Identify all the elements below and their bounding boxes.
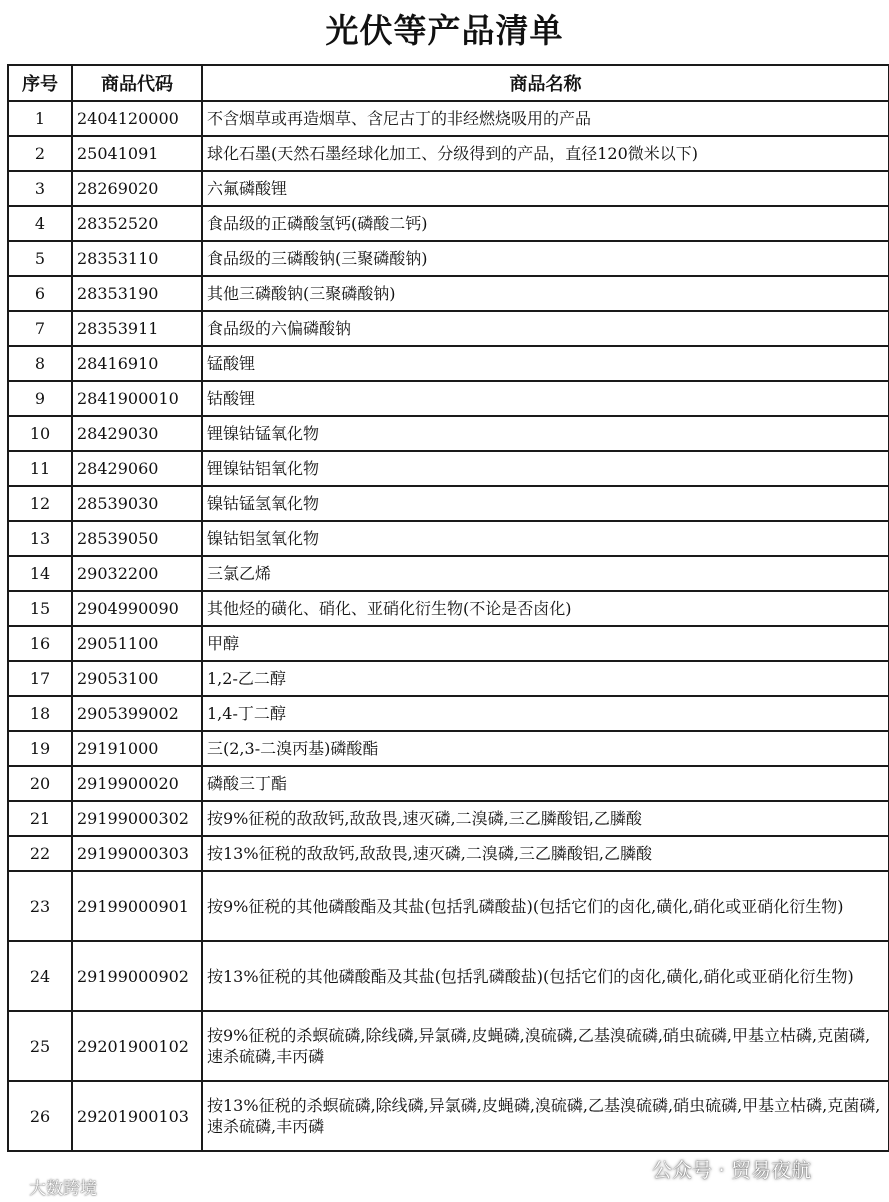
table-header-row bbox=[8, 65, 889, 101]
table-row bbox=[8, 556, 889, 591]
cell-name: 六氟磷酸锂 bbox=[202, 171, 889, 206]
cell-seq: 23 bbox=[8, 871, 72, 941]
cell-seq: 26 bbox=[8, 1081, 72, 1151]
table-row bbox=[8, 311, 889, 346]
table-row bbox=[8, 941, 889, 1011]
cell-seq: 18 bbox=[8, 696, 72, 731]
cell-seq: 13 bbox=[8, 521, 72, 556]
cell-seq: 5 bbox=[8, 241, 72, 276]
table-row bbox=[8, 346, 889, 381]
cell-seq: 6 bbox=[8, 276, 72, 311]
watermark-left-text: 大数跨境 bbox=[29, 1178, 97, 1199]
cell-seq: 15 bbox=[8, 591, 72, 626]
cell-name: 镍钴锰氢氧化物 bbox=[202, 486, 889, 521]
cell-name: 食品级的正磷酸氢钙(磷酸二钙) bbox=[202, 206, 889, 241]
cell-code: 25041091 bbox=[72, 136, 202, 171]
table-row bbox=[8, 1011, 889, 1081]
cell-code: 29051100 bbox=[72, 626, 202, 661]
cell-name: 磷酸三丁酯 bbox=[202, 766, 889, 801]
cell-name: 食品级的三磷酸钠(三聚磷酸钠) bbox=[202, 241, 889, 276]
cell-name: 按9%征税的敌敌钙,敌敌畏,速灭磷,二溴磷,三乙膦酸铝,乙膦酸 bbox=[202, 801, 889, 836]
cell-code: 28352520 bbox=[72, 206, 202, 241]
cell-name: 1,2-乙二醇 bbox=[202, 661, 889, 696]
cell-name: 三氯乙烯 bbox=[202, 556, 889, 591]
cell-seq: 14 bbox=[8, 556, 72, 591]
product-list-table bbox=[7, 64, 889, 1152]
table-row bbox=[8, 486, 889, 521]
cell-name: 按13%征税的杀螟硫磷,除线磷,异氯磷,皮蝇磷,溴硫磷,乙基溴硫磷,硝虫硫磷,甲基立枯磷,克菌磷,速杀硫磷,丰丙磷 bbox=[202, 1081, 889, 1151]
cell-code: 29199000303 bbox=[72, 836, 202, 871]
table-row bbox=[8, 1081, 889, 1151]
cell-code: 2904990090 bbox=[72, 591, 202, 626]
cell-name: 其他烃的磺化、硝化、亚硝化衍生物(不论是否卤化) bbox=[202, 591, 889, 626]
cell-seq: 3 bbox=[8, 171, 72, 206]
table-body bbox=[8, 101, 889, 1151]
cell-seq: 7 bbox=[8, 311, 72, 346]
globe-icon bbox=[4, 1175, 26, 1197]
cell-code: 29032200 bbox=[72, 556, 202, 591]
cell-seq: 21 bbox=[8, 801, 72, 836]
cell-seq: 1 bbox=[8, 101, 72, 136]
cell-code: 28269020 bbox=[72, 171, 202, 206]
cell-code: 2841900010 bbox=[72, 381, 202, 416]
table-row bbox=[8, 661, 889, 696]
cell-code: 28353190 bbox=[72, 276, 202, 311]
cell-seq: 10 bbox=[8, 416, 72, 451]
cell-code: 2905399002 bbox=[72, 696, 202, 731]
cell-code: 29199000901 bbox=[72, 871, 202, 941]
cell-seq: 8 bbox=[8, 346, 72, 381]
cell-seq: 16 bbox=[8, 626, 72, 661]
table-row bbox=[8, 206, 889, 241]
watermark-right-text: 公众号 · 贸易夜航 bbox=[652, 1157, 812, 1182]
cell-seq: 2 bbox=[8, 136, 72, 171]
cell-name: 按13%征税的敌敌钙,敌敌畏,速灭磷,二溴磷,三乙膦酸铝,乙膦酸 bbox=[202, 836, 889, 871]
header-code: 商品代码 bbox=[72, 65, 202, 101]
cell-name: 钴酸锂 bbox=[202, 381, 889, 416]
cell-seq: 20 bbox=[8, 766, 72, 801]
cell-name: 不含烟草或再造烟草、含尼古丁的非经燃烧吸用的产品 bbox=[202, 101, 889, 136]
cell-name: 球化石墨(天然石墨经球化加工、分级得到的产品，直径120微米以下) bbox=[202, 136, 889, 171]
cell-code: 28539030 bbox=[72, 486, 202, 521]
cell-code: 29199000302 bbox=[72, 801, 202, 836]
table-row bbox=[8, 836, 889, 871]
header-seq: 序号 bbox=[8, 65, 72, 101]
cell-name: 锂镍钴锰氧化物 bbox=[202, 416, 889, 451]
cell-seq: 19 bbox=[8, 731, 72, 766]
watermark-left bbox=[4, 1174, 97, 1198]
cell-code: 29191000 bbox=[72, 731, 202, 766]
cell-code: 29201900103 bbox=[72, 1081, 202, 1151]
watermark-right bbox=[624, 1153, 811, 1183]
table-row bbox=[8, 171, 889, 206]
cell-name: 甲醇 bbox=[202, 626, 889, 661]
table-row bbox=[8, 871, 889, 941]
page-title: 光伏等产品清单 bbox=[325, 11, 564, 50]
cell-code: 29053100 bbox=[72, 661, 202, 696]
cell-code: 28353911 bbox=[72, 311, 202, 346]
wechat-icon bbox=[624, 1157, 646, 1179]
cell-seq: 11 bbox=[8, 451, 72, 486]
cell-name: 三(2,3-二溴丙基)磷酸酯 bbox=[202, 731, 889, 766]
table-row bbox=[8, 766, 889, 801]
table-row bbox=[8, 241, 889, 276]
cell-name: 按13%征税的其他磷酸酯及其盐(包括乳磷酸盐)(包括它们的卤化,磺化,硝化或亚硝化衍生物) bbox=[202, 941, 889, 1011]
table-row bbox=[8, 451, 889, 486]
cell-name: 按9%征税的杀螟硫磷,除线磷,异氯磷,皮蝇磷,溴硫磷,乙基溴硫磷,硝虫硫磷,甲基立枯磷,克菌磷,速杀硫磷,丰丙磷 bbox=[202, 1011, 889, 1081]
table-row bbox=[8, 801, 889, 836]
table-row bbox=[8, 381, 889, 416]
cell-code: 28429060 bbox=[72, 451, 202, 486]
cell-code: 28416910 bbox=[72, 346, 202, 381]
cell-code: 28353110 bbox=[72, 241, 202, 276]
cell-name: 其他三磷酸钠(三聚磷酸钠) bbox=[202, 276, 889, 311]
table-row bbox=[8, 731, 889, 766]
cell-code: 2404120000 bbox=[72, 101, 202, 136]
table-row bbox=[8, 416, 889, 451]
table-row bbox=[8, 101, 889, 136]
cell-code: 29201900102 bbox=[72, 1011, 202, 1081]
cell-seq: 25 bbox=[8, 1011, 72, 1081]
header-name: 商品名称 bbox=[202, 65, 889, 101]
table-row bbox=[8, 276, 889, 311]
cell-name: 1,4-丁二醇 bbox=[202, 696, 889, 731]
table-row bbox=[8, 696, 889, 731]
cell-name: 锂镍钴铝氧化物 bbox=[202, 451, 889, 486]
cell-seq: 12 bbox=[8, 486, 72, 521]
cell-name: 镍钴铝氢氧化物 bbox=[202, 521, 889, 556]
cell-code: 2919900020 bbox=[72, 766, 202, 801]
cell-code: 29199000902 bbox=[72, 941, 202, 1011]
cell-code: 28429030 bbox=[72, 416, 202, 451]
cell-seq: 17 bbox=[8, 661, 72, 696]
cell-name: 锰酸锂 bbox=[202, 346, 889, 381]
cell-name: 食品级的六偏磷酸钠 bbox=[202, 311, 889, 346]
cell-seq: 24 bbox=[8, 941, 72, 1011]
cell-name: 按9%征税的其他磷酸酯及其盐(包括乳磷酸盐)(包括它们的卤化,磺化,硝化或亚硝化衍生物) bbox=[202, 871, 889, 941]
cell-code: 28539050 bbox=[72, 521, 202, 556]
table-row bbox=[8, 591, 889, 626]
table-row bbox=[8, 521, 889, 556]
cell-seq: 9 bbox=[8, 381, 72, 416]
cell-seq: 4 bbox=[8, 206, 72, 241]
cell-seq: 22 bbox=[8, 836, 72, 871]
table-row bbox=[8, 626, 889, 661]
table-row bbox=[8, 136, 889, 171]
